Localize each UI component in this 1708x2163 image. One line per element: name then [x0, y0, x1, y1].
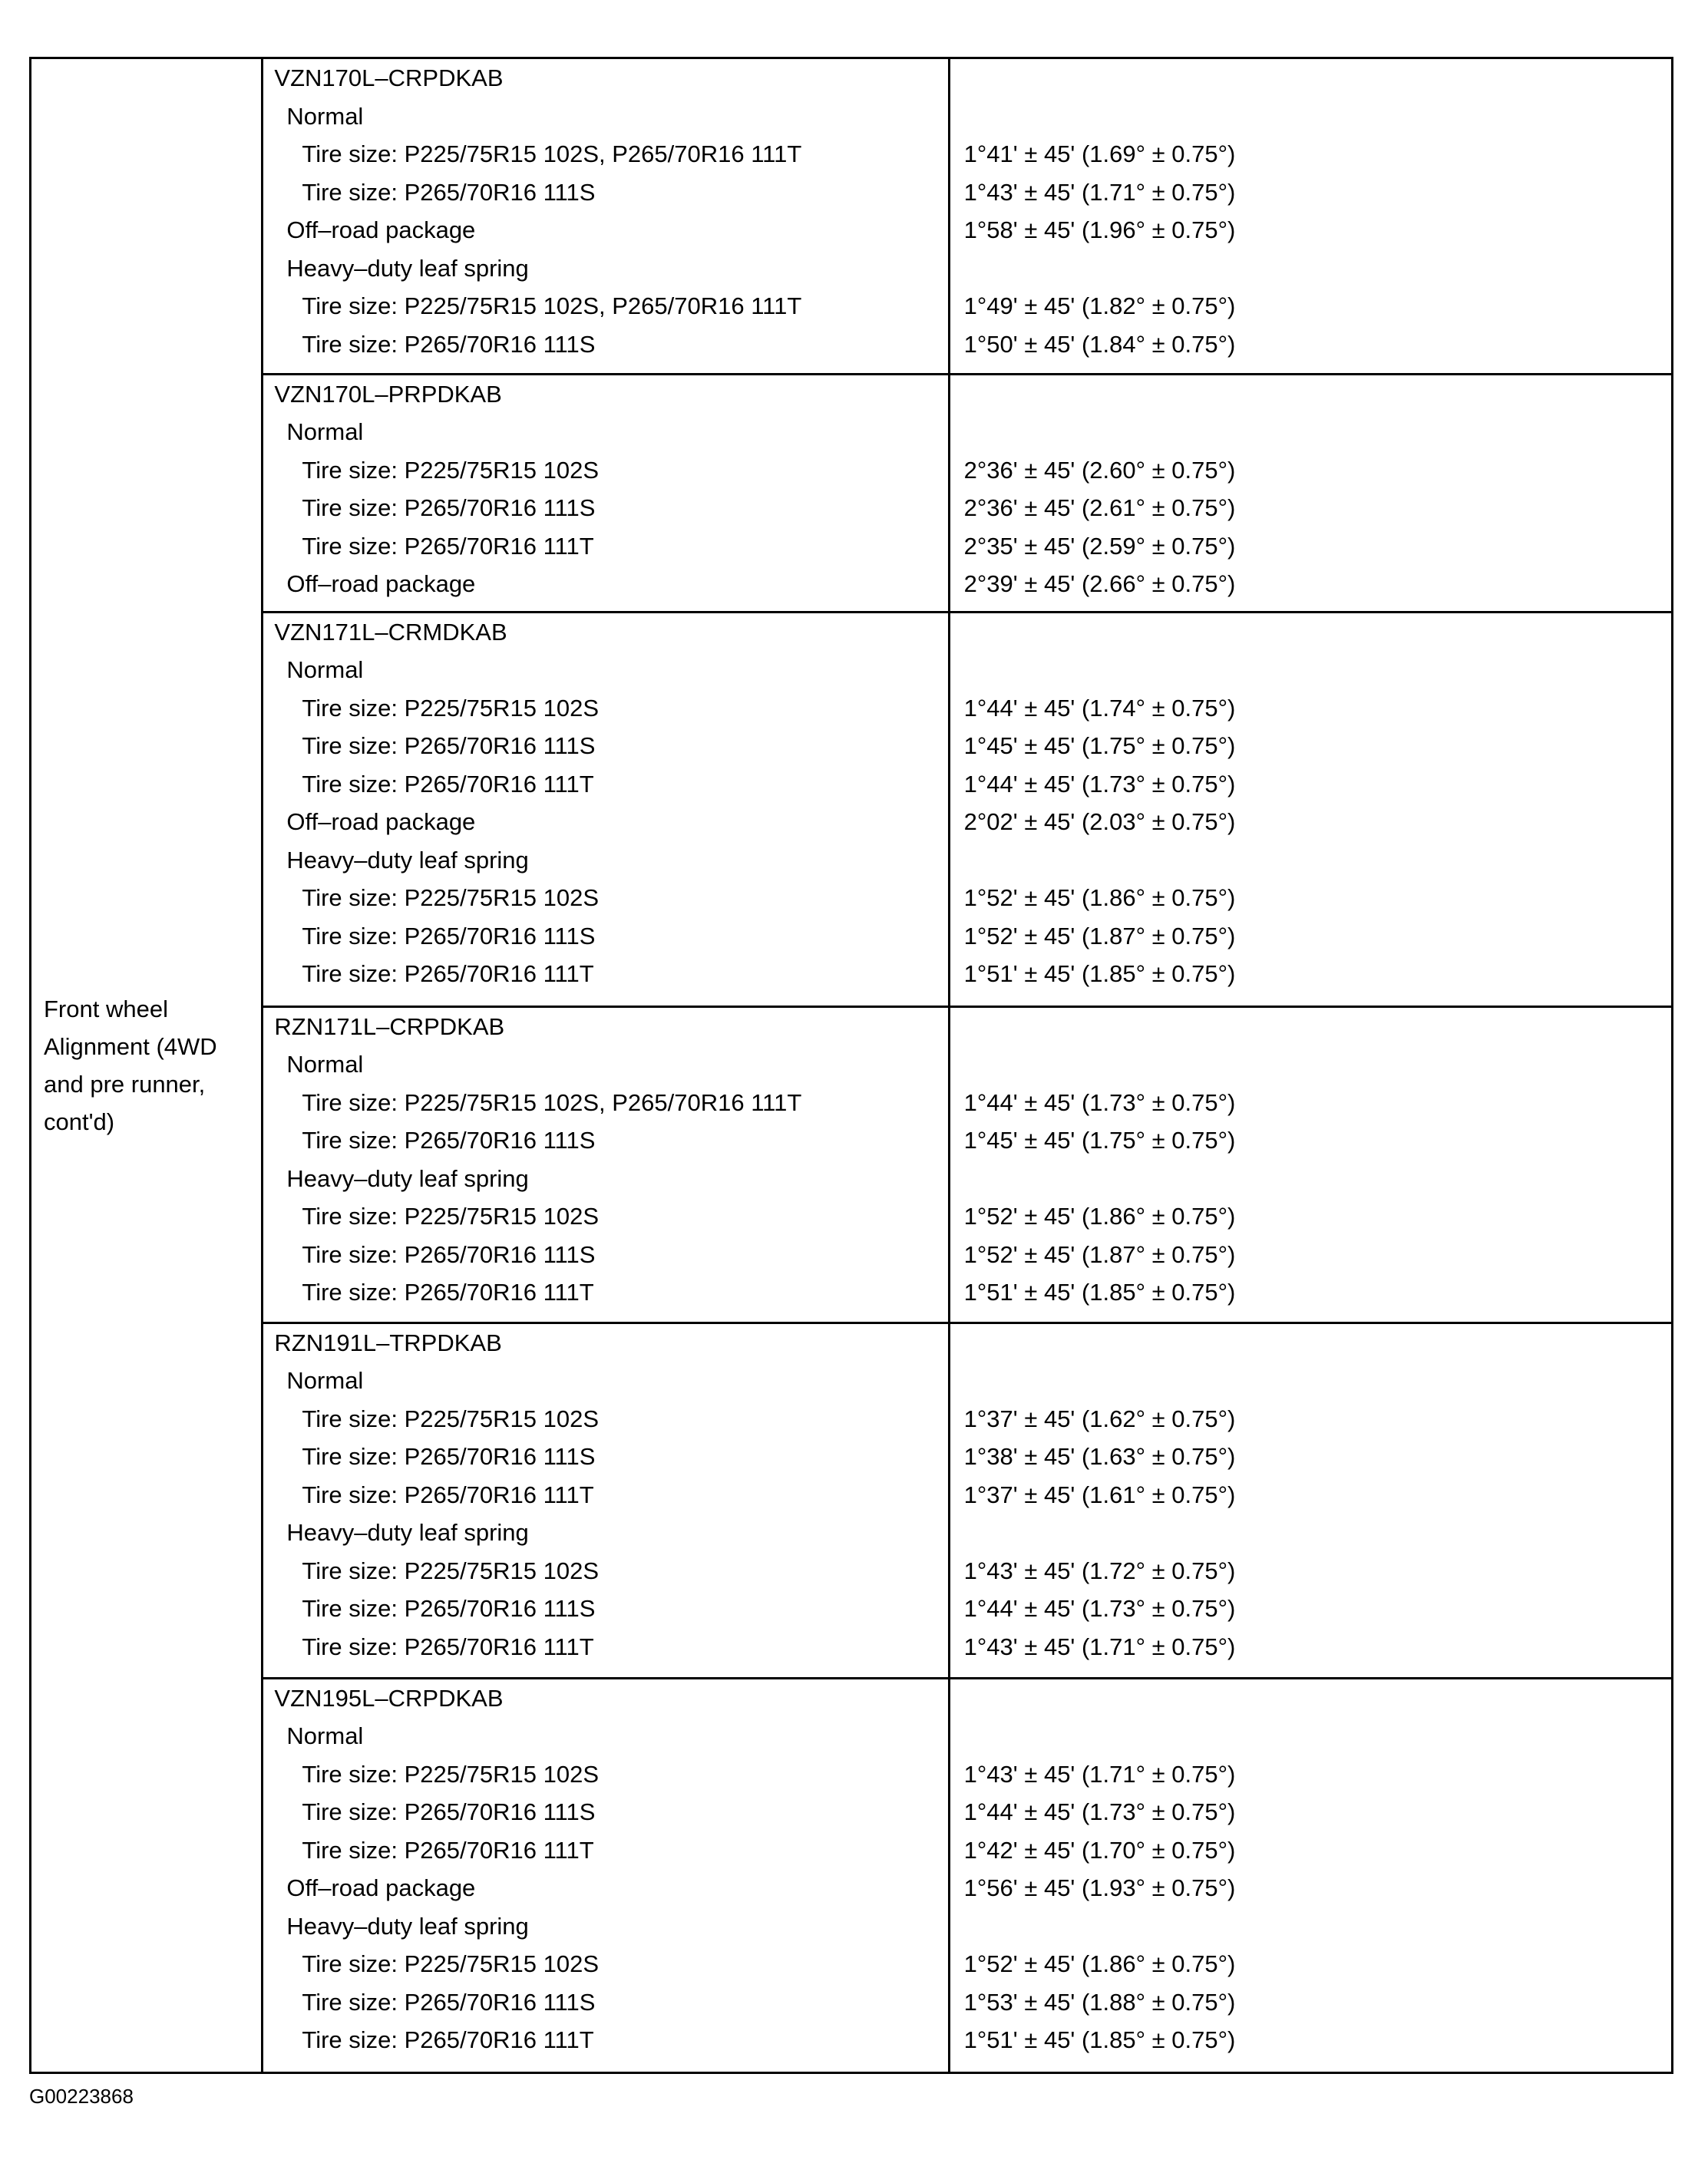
alignment-spec-table — [29, 57, 1673, 2074]
condition-label: Normal — [286, 1367, 364, 1395]
camber-value — [950, 1717, 1671, 1755]
camber-value: 1°45' ± 45' (1.75° ± 0.75°) — [963, 732, 1236, 760]
camber-value: 1°45' ± 45' (1.75° ± 0.75°) — [963, 1127, 1236, 1154]
tire-size-label: Tire size: P225/75R15 102S — [302, 456, 599, 484]
tire-size-label: Tire size: P225/75R15 102S, P265/70R16 111T — [302, 292, 802, 319]
value-spacer — [950, 1008, 1671, 1046]
condition-label: Normal — [286, 1051, 364, 1078]
tire-size-label: Tire size: P265/70R16 111T — [302, 1279, 594, 1306]
camber-value-cell — [949, 1006, 1672, 1323]
tire-size-label: Tire size: P265/70R16 111S — [302, 1127, 596, 1154]
value-spacer — [950, 1679, 1671, 1718]
spec-item-label-line: and pre runner, — [44, 1071, 206, 1098]
condition-label: Normal — [286, 656, 364, 684]
camber-value: 1°37' ± 45' (1.62° ± 0.75°) — [963, 1405, 1236, 1432]
model-code: VZN195L–CRPDKAB — [274, 1684, 504, 1712]
tire-size-label: Tire size: P265/70R16 111S — [302, 1443, 596, 1471]
tire-size-label: Tire size: P265/70R16 111S — [302, 1240, 596, 1268]
model-description-cell — [263, 612, 949, 1006]
camber-value: 2°35' ± 45' (2.59° ± 0.75°) — [963, 532, 1236, 560]
camber-value — [950, 651, 1671, 689]
model-group-row — [31, 374, 1673, 612]
tire-size-label: Tire size: P265/70R16 111T — [302, 1836, 594, 1864]
tire-size-label: Tire size: P265/70R16 111S — [302, 732, 596, 760]
camber-value: 2°36' ± 45' (2.61° ± 0.75°) — [963, 494, 1236, 522]
tire-size-label: Tire size: P225/75R15 102S — [302, 1203, 599, 1230]
tire-size-label: Tire size: P225/75R15 102S — [302, 1950, 599, 1978]
camber-value — [950, 1045, 1671, 1084]
model-code: VZN170L–PRPDKAB — [274, 380, 502, 408]
condition-label: Heavy–duty leaf spring — [286, 1164, 529, 1192]
condition-label: Off–road package — [286, 1874, 476, 1902]
tire-size-label: Tire size: P265/70R16 111T — [302, 1481, 594, 1508]
tire-size-label: Tire size: P225/75R15 102S — [302, 1760, 599, 1788]
model-code: VZN171L–CRMDKAB — [274, 618, 507, 646]
camber-value-cell — [949, 374, 1672, 612]
camber-value: 1°44' ± 45' (1.73° ± 0.75°) — [963, 770, 1236, 798]
camber-value: 2°39' ± 45' (2.66° ± 0.75°) — [963, 570, 1236, 598]
camber-value — [950, 841, 1671, 880]
tire-size-label: Tire size: P265/70R16 111T — [302, 770, 594, 798]
condition-label: Off–road package — [286, 216, 476, 243]
value-spacer — [950, 613, 1671, 652]
model-group-row — [31, 1006, 1673, 1323]
spec-item-label-line: cont'd) — [44, 1108, 115, 1135]
camber-value-cell — [949, 1323, 1672, 1678]
tire-size-label: Tire size: P225/75R15 102S, P265/70R16 111T — [302, 140, 802, 167]
figure-code: G00223868 — [29, 2085, 134, 2108]
condition-label: Normal — [286, 418, 364, 446]
camber-value: 2°02' ± 45' (2.03° ± 0.75°) — [963, 808, 1236, 836]
camber-value: 2°36' ± 45' (2.60° ± 0.75°) — [963, 456, 1236, 484]
camber-value: 1°44' ± 45' (1.73° ± 0.75°) — [963, 1088, 1236, 1116]
camber-value — [950, 1514, 1671, 1552]
tire-size-label: Tire size: P265/70R16 111S — [302, 330, 596, 358]
tire-size-label: Tire size: P265/70R16 111S — [302, 178, 596, 206]
spec-item-label-line: Alignment (4WD — [44, 1033, 217, 1060]
tire-size-label: Tire size: P265/70R16 111T — [302, 532, 594, 560]
tire-size-label: Tire size: P265/70R16 111T — [302, 2026, 594, 2054]
tire-size-label: Tire size: P225/75R15 102S — [302, 694, 599, 722]
camber-value-cell — [949, 1678, 1672, 2072]
condition-label: Heavy–duty leaf spring — [286, 846, 529, 873]
camber-value: 1°52' ± 45' (1.87° ± 0.75°) — [963, 922, 1236, 949]
value-spacer — [950, 1324, 1671, 1362]
spec-item-label — [31, 58, 263, 2073]
tire-size-label: Tire size: P265/70R16 111T — [302, 960, 594, 988]
camber-value — [950, 1362, 1671, 1400]
camber-value: 1°56' ± 45' (1.93° ± 0.75°) — [963, 1874, 1236, 1902]
spec-table-body — [31, 58, 1673, 2073]
camber-value: 1°51' ± 45' (1.85° ± 0.75°) — [963, 1279, 1236, 1306]
tire-size-label: Tire size: P265/70R16 111T — [302, 1633, 594, 1660]
tire-size-label: Tire size: P265/70R16 111S — [302, 922, 596, 949]
camber-value: 1°43' ± 45' (1.71° ± 0.75°) — [963, 1633, 1236, 1660]
camber-value: 1°49' ± 45' (1.82° ± 0.75°) — [963, 292, 1236, 319]
camber-value — [950, 413, 1671, 451]
camber-value: 1°44' ± 45' (1.74° ± 0.75°) — [963, 694, 1236, 722]
camber-value: 1°43' ± 45' (1.71° ± 0.75°) — [963, 1760, 1236, 1788]
model-description-cell — [263, 1678, 949, 2072]
model-group-row — [31, 612, 1673, 1006]
camber-value: 1°44' ± 45' (1.73° ± 0.75°) — [963, 1798, 1236, 1826]
model-group-row — [31, 1678, 1673, 2072]
tire-size-label: Tire size: P265/70R16 111S — [302, 1988, 596, 2016]
value-spacer — [950, 375, 1671, 414]
model-code: RZN171L–CRPDKAB — [274, 1012, 505, 1040]
camber-value: 1°43' ± 45' (1.72° ± 0.75°) — [963, 1557, 1236, 1584]
camber-value — [950, 97, 1671, 136]
camber-value — [950, 249, 1671, 288]
condition-label: Off–road package — [286, 808, 476, 836]
camber-value: 1°52' ± 45' (1.86° ± 0.75°) — [963, 884, 1236, 912]
model-description-cell — [263, 58, 949, 375]
tire-size-label: Tire size: P265/70R16 111S — [302, 1595, 596, 1623]
model-description-cell — [263, 1006, 949, 1323]
camber-value: 1°38' ± 45' (1.63° ± 0.75°) — [963, 1443, 1236, 1471]
model-code: RZN191L–TRPDKAB — [274, 1329, 502, 1356]
spec-item-label-line: Front wheel — [44, 996, 168, 1022]
camber-value: 1°42' ± 45' (1.70° ± 0.75°) — [963, 1836, 1236, 1864]
camber-value: 1°52' ± 45' (1.87° ± 0.75°) — [963, 1240, 1236, 1268]
camber-value: 1°41' ± 45' (1.69° ± 0.75°) — [963, 140, 1236, 167]
camber-value — [950, 1160, 1671, 1198]
condition-label: Heavy–duty leaf spring — [286, 1519, 529, 1547]
tire-size-label: Tire size: P225/75R15 102S — [302, 1405, 599, 1432]
condition-label: Normal — [286, 1722, 364, 1750]
tire-size-label: Tire size: P265/70R16 111S — [302, 494, 596, 522]
model-description-cell — [263, 374, 949, 612]
camber-value: 1°43' ± 45' (1.71° ± 0.75°) — [963, 178, 1236, 206]
model-group-row — [31, 58, 1673, 375]
camber-value: 1°37' ± 45' (1.61° ± 0.75°) — [963, 1481, 1236, 1508]
tire-size-label: Tire size: P225/75R15 102S, P265/70R16 111T — [302, 1088, 802, 1116]
condition-label: Normal — [286, 102, 364, 130]
camber-value: 1°44' ± 45' (1.73° ± 0.75°) — [963, 1595, 1236, 1623]
camber-value — [950, 1907, 1671, 1946]
model-description-cell — [263, 1323, 949, 1678]
camber-value: 1°51' ± 45' (1.85° ± 0.75°) — [963, 960, 1236, 988]
model-group-row — [31, 1323, 1673, 1678]
camber-value: 1°53' ± 45' (1.88° ± 0.75°) — [963, 1988, 1236, 2016]
model-code: VZN170L–CRPDKAB — [274, 64, 504, 91]
camber-value: 1°58' ± 45' (1.96° ± 0.75°) — [963, 216, 1236, 243]
tire-size-label: Tire size: P225/75R15 102S — [302, 884, 599, 912]
camber-value: 1°52' ± 45' (1.86° ± 0.75°) — [963, 1203, 1236, 1230]
tire-size-label: Tire size: P225/75R15 102S — [302, 1557, 599, 1584]
camber-value: 1°50' ± 45' (1.84° ± 0.75°) — [963, 330, 1236, 358]
tire-size-label: Tire size: P265/70R16 111S — [302, 1798, 596, 1826]
condition-label: Heavy–duty leaf spring — [286, 1912, 529, 1940]
camber-value-cell — [949, 612, 1672, 1006]
camber-value: 1°52' ± 45' (1.86° ± 0.75°) — [963, 1950, 1236, 1978]
camber-value: 1°51' ± 45' (1.85° ± 0.75°) — [963, 2026, 1236, 2054]
camber-value-cell — [949, 58, 1672, 375]
condition-label: Heavy–duty leaf spring — [286, 254, 529, 282]
value-spacer — [950, 59, 1671, 97]
condition-label: Off–road package — [286, 570, 476, 598]
